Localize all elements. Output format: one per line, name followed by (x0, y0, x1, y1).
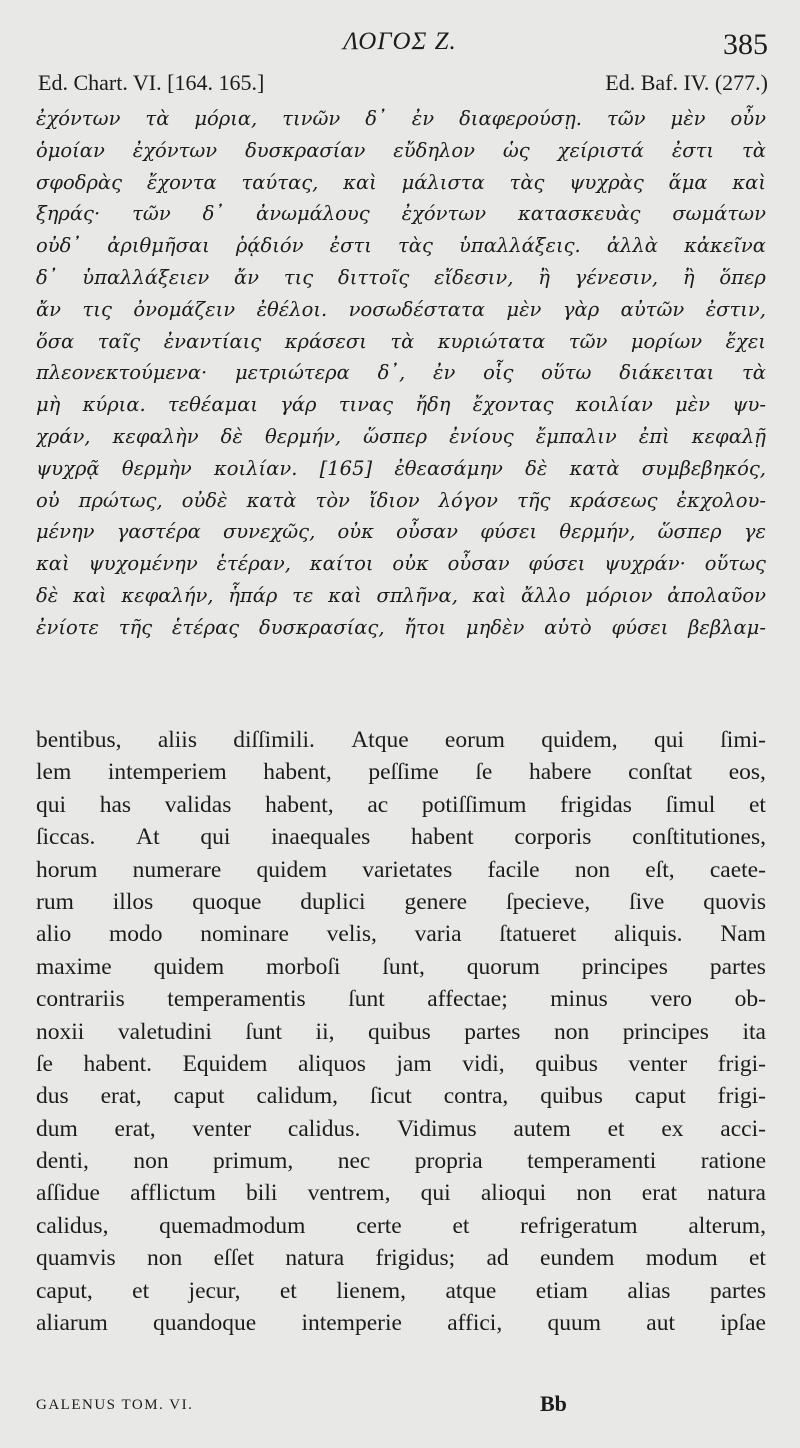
greek-text-line: μὴ κύρια. τεθέαμαι γάρ τινας ἤδη ἔχοντας κοιλίαν μὲν ψυ- (36, 393, 766, 417)
greek-text-line: ὁμοίαν ἐχόντων δυσκρασίαν εὔδηλον ὡς χείριστά ἐστι τὰ (36, 138, 766, 162)
greek-text-line: πλεονεκτούμενα· μετριώτερα δ᾽, ἐν οἷς οὕτω διάκειται τὰ (36, 361, 766, 385)
greek-text-line: ἐνίοτε τῆς ἑτέρας δυσκρασίας, ἤτοι μηδὲν αὐτὸ φύσει βεβλαμ- (36, 615, 766, 639)
page-number: 385 (723, 28, 768, 61)
latin-text-line: caput, et jecur, et lienem, atque etiam alias partes (36, 1277, 766, 1304)
greek-text-line: μένην γαστέρα συνεχῶς, οὐκ οὖσαν φύσει θερμήν, ὥσπερ γε (36, 520, 766, 544)
latin-text-line: alio modo nominare velis, varia ſtatueret aliquis. Nam (36, 921, 766, 948)
latin-text-line: quamvis non eſſet natura frigidus; ad eundem modum et (36, 1245, 766, 1272)
greek-text-line: ἐχόντων τὰ μόρια, τινῶν δ᾽ ἐν διαφερούσῃ. τῶν μὲν οὖν (36, 107, 766, 130)
latin-text-line: ſiccas. At qui inaequales habent corporis conſtitutiones, (36, 824, 766, 851)
latin-text-line: calidus, quemadmodum certe et refrigeratum alterum, (36, 1212, 766, 1239)
greek-text-line: καὶ ψυχομένην ἑτέραν, καίτοι οὐκ οὖσαν φύσει ψυχράν· οὕτως (36, 552, 766, 576)
latin-text-line: ſe habent. Equidem aliquos jam vidi, quibus venter frigi- (36, 1050, 766, 1077)
greek-text-line: δ᾽ ὑπαλλάξειεν ἄν τις διττοῖς εἴδεσιν, ἢ γένεσιν, ἢ ὅπερ (36, 265, 766, 289)
latin-text-line: noxii valetudini ſunt ii, quibus partes non principes ita (36, 1018, 766, 1045)
greek-text-line: ξηράς· τῶν δ᾽ ἀνωμάλους ἐχόντων κατασκευὰς σωμάτων (36, 202, 766, 226)
latin-text-line: dus erat, caput calidum, ſicut contra, quibus caput frigi- (36, 1083, 766, 1110)
latin-text-line: lem intemperiem habent, peſſime ſe habere conſtat eos, (36, 759, 766, 786)
greek-text-block (36, 103, 766, 644)
latin-text-line: aſſidue afflictum bili ventrem, qui alioqui non erat natura (36, 1180, 766, 1207)
latin-text-line: contrariis temperamentis ſunt affectae; minus vero ob- (36, 986, 766, 1013)
greek-text-line: οὐδ᾽ ἀριθμῆσαι ῥᾴδιόν ἐστι τὰς ὑπαλλάξεις. ἀλλὰ κἀκεῖνα (36, 234, 766, 258)
greek-text-line: σφοδρὰς ἔχοντα ταύτας, καὶ μάλιστα τὰς ψυχρὰς ἅμα καὶ (36, 170, 766, 194)
greek-text-line: δὲ καὶ κεφαλήν, ἧπάρ τε καὶ σπλῆνα, καὶ ἄλλο μόριον ἀπολαῦον (36, 583, 766, 607)
latin-text-block (36, 724, 766, 1339)
latin-text-line: rum illos quoque duplici genere ſpecieve, ſive quovis (36, 888, 766, 915)
latin-text-line: dum erat, venter calidus. Vidimus autem et ex acci- (36, 1115, 766, 1142)
greek-text-line: οὐ πρώτως, οὐδὲ κατὰ τὸν ἴδιον λόγον τῆς κράσεως ἐκχολου- (36, 488, 766, 512)
greek-text-line: ὅσα ταῖς ἐναντίαις κράσεσι τὰ κυριώτατα τῶν μορίων ἔχει (36, 329, 766, 353)
running-title: ΛΟΓΟΣ Ζ. (343, 28, 457, 55)
signature-mark: Bb (540, 1391, 567, 1416)
signature-label: GALENUS TOM. VI. (36, 1397, 194, 1413)
latin-text-line: maxime quidem morboſi ſunt, quorum principes partes (36, 953, 766, 980)
latin-text-line: denti, non primum, nec propria temperamenti ratione (36, 1148, 766, 1175)
edition-chartier-reference: Ed. Chart. VI. [164. 165.] (38, 70, 265, 95)
greek-text-line: χράν, κεφαλὴν δὲ θερμήν, ὥσπερ ἐνίους ἔμπαλιν ἐπὶ κεφαλῇ (36, 424, 766, 448)
edition-reference-line (38, 70, 768, 96)
greek-text-line: ἄν τις ὀνομάζειν ἐθέλοι. νοσωδέστατα μὲν γὰρ αὐτῶν ἐστιν, (36, 297, 766, 321)
latin-text-line: horum numerare quidem varietates facile non eſt, caete- (36, 856, 766, 883)
latin-text-line: qui has validas habent, ac potiſſimum frigidas ſimul et (36, 791, 766, 818)
latin-text-line: bentibus, aliis diſſimili. Atque eorum quidem, qui ſimi- (36, 727, 766, 753)
greek-text-line: ψυχρᾷ θερμὴν κοιλίαν. [165] ἐθεασάμην δὲ κατὰ συμβεβηκός, (36, 456, 766, 480)
edition-basel-reference: Ed. Baf. IV. (277.) (605, 70, 768, 95)
latin-text-line: aliarum quandoque intemperie affici, quum aut ipſae (36, 1310, 766, 1337)
